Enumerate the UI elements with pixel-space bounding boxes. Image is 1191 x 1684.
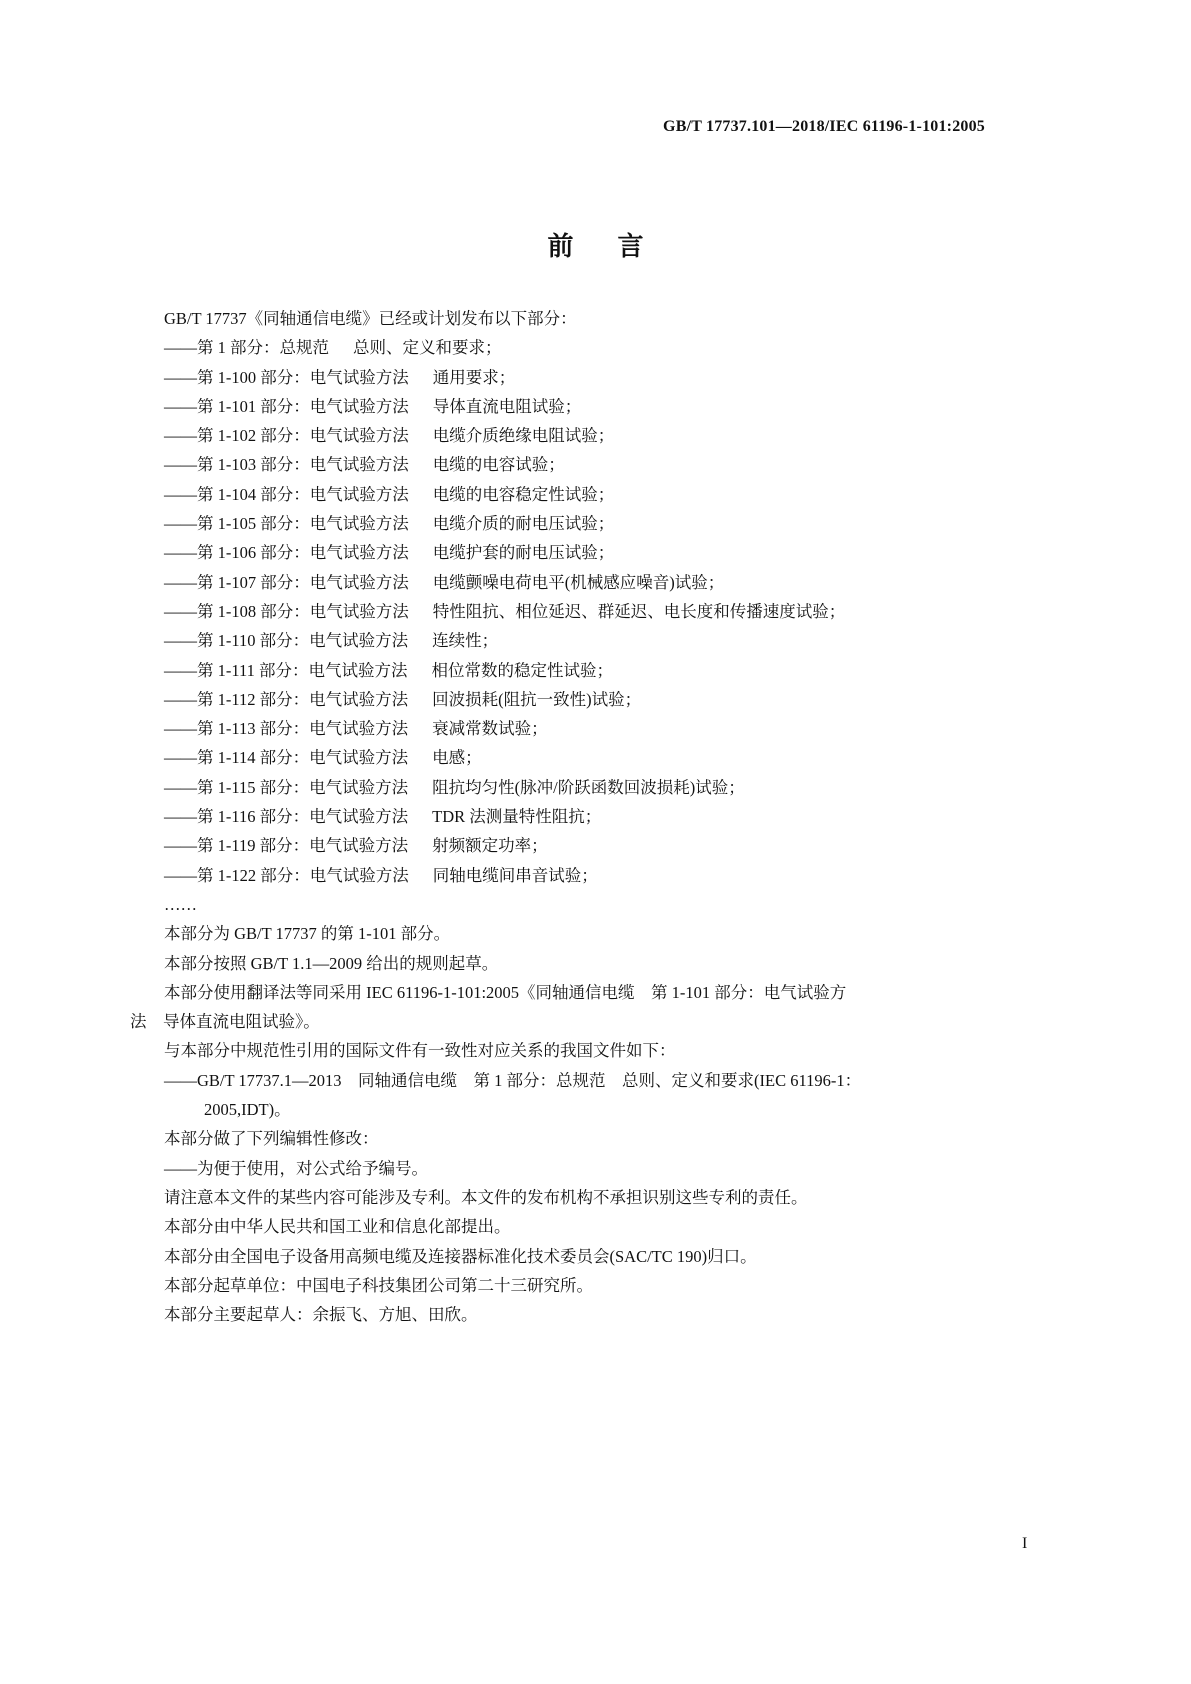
part-description: 总则、定义和要求； [353,338,502,358]
part-number: ——第 1-122 部分：电气试验方法 [164,865,409,885]
part-description: 同轴电缆间串音试验； [432,865,598,885]
intro-paragraph: GB/T 17737《同轴通信电缆》已经或计划发布以下部分： [164,309,577,328]
part-list-item [130,392,990,421]
part-description: 特性阻抗、相位延迟、群延迟、电长度和传播速度试验； [432,601,846,621]
part-number: ——第 1-102 部分：电气试验方法 [164,426,409,446]
part-number: ——第 1-114 部分：电气试验方法 [164,748,409,768]
part-number: ——第 1-106 部分：电气试验方法 [164,543,409,563]
part-description: 电缆介质绝缘电阻试验； [432,426,615,446]
part-number: ——第 1-107 部分：电气试验方法 [164,572,409,592]
ellipsis: …… [164,894,197,914]
part-list-item [130,656,990,685]
part-list-item [130,861,990,890]
paragraph-continuation: 法 导体直流电阻试验》。 [130,1012,320,1032]
parts-list [130,333,990,890]
part-description: 电缆的电容稳定性试验； [432,484,615,504]
part-description: 相位常数的稳定性试验； [431,660,614,680]
part-number: ——第 1-111 部分：电气试验方法 [164,660,408,680]
part-description: 电缆护套的耐电压试验； [432,543,615,563]
part-list-item [130,421,990,450]
part-list-item [130,480,990,509]
document-body [130,304,990,1329]
paragraph: 本部分为 GB/T 17737 的第 1-101 部分。 [164,924,451,944]
part-number: ——第 1-110 部分：电气试验方法 [164,631,409,651]
part-list-item [130,568,990,597]
part-list-item [130,773,990,802]
list-item: ——为便于使用，对公式给予编号。 [164,1158,428,1178]
part-description: 衰减常数试验； [432,719,548,739]
part-list-item [130,597,990,626]
part-list-item [130,802,990,831]
part-number: ——第 1-108 部分：电气试验方法 [164,601,409,621]
part-description: 射频额定功率； [432,836,548,856]
part-list-item [130,626,990,655]
part-list-item [130,714,990,743]
paragraph: 本部分由中华人民共和国工业和信息化部提出。 [164,1217,511,1237]
part-description: 电感； [432,748,482,768]
part-list-item [130,831,990,860]
part-list-item [130,538,990,567]
part-description: 电缆的电容试验； [432,455,565,475]
list-item: ——GB/T 17737.1—2013 同轴通信电缆 第 1 部分：总规范 总则、定义和要求(IEC 61196-1： [164,1070,862,1090]
part-description: 导体直流电阻试验； [432,396,582,416]
paragraph: 本部分使用翻译法等同采用 IEC 61196-1-101:2005《同轴通信电缆 第 1-101 部分：电气试验方 [164,982,847,1002]
part-number: ——第 1-100 部分：电气试验方法 [164,367,409,387]
paragraph: 本部分起草单位：中国电子科技集团公司第二十三研究所。 [164,1275,593,1295]
part-list-item [130,509,990,538]
paragraph: 本部分主要起草人：余振飞、方旭、田欣。 [164,1305,478,1325]
part-list-item [130,333,990,362]
part-number: ——第 1-119 部分：电气试验方法 [164,836,409,856]
part-number: ——第 1-113 部分：电气试验方法 [164,719,409,739]
paragraph: 本部分做了下列编辑性修改： [164,1129,379,1149]
part-description: 电缆介质的耐电压试验； [432,514,615,534]
part-description: 回波损耗(阻抗一致性)试验； [432,689,642,709]
paragraph: 请注意本文件的某些内容可能涉及专利。本文件的发布机构不承担识别这些专利的责任。 [164,1187,808,1207]
part-description: TDR 法测量特性阻抗； [432,807,602,827]
part-list-item [130,450,990,479]
part-list-item [130,363,990,392]
paragraph: 本部分由全国电子设备用高频电缆及连接器标准化技术委员会(SAC/TC 190)归口。 [164,1246,757,1266]
part-number: ——第 1-112 部分：电气试验方法 [164,689,409,709]
page-number: I [1022,1535,1028,1552]
part-description: 连续性； [432,631,499,651]
part-number: ——第 1-105 部分：电气试验方法 [164,514,409,534]
paragraph: 与本部分中规范性引用的国际文件有一致性对应关系的我国文件如下： [164,1041,676,1061]
part-number: ——第 1-103 部分：电气试验方法 [164,455,409,475]
part-number: ——第 1-101 部分：电气试验方法 [164,396,409,416]
page-title: 前言 [547,232,688,261]
part-description: 电缆颤噪电荷电平(机械感应噪音)试验； [432,572,725,592]
part-number: ——第 1-104 部分：电气试验方法 [164,484,409,504]
standard-header: GB/T 17737.101—2018/IEC 61196-1-101:2005 [663,118,985,135]
part-list-item [130,685,990,714]
part-description: 通用要求； [432,367,516,387]
part-description: 阻抗均匀性(脉冲/阶跃函数回波损耗)试验； [432,777,745,797]
list-item-continuation: 2005,IDT)。 [204,1100,291,1120]
part-number: ——第 1 部分：总规范 [164,338,329,358]
part-number: ——第 1-115 部分：电气试验方法 [164,777,409,797]
paragraph: 本部分按照 GB/T 1.1—2009 给出的规则起草。 [164,953,499,973]
part-list-item [130,743,990,772]
part-number: ——第 1-116 部分：电气试验方法 [164,807,409,827]
